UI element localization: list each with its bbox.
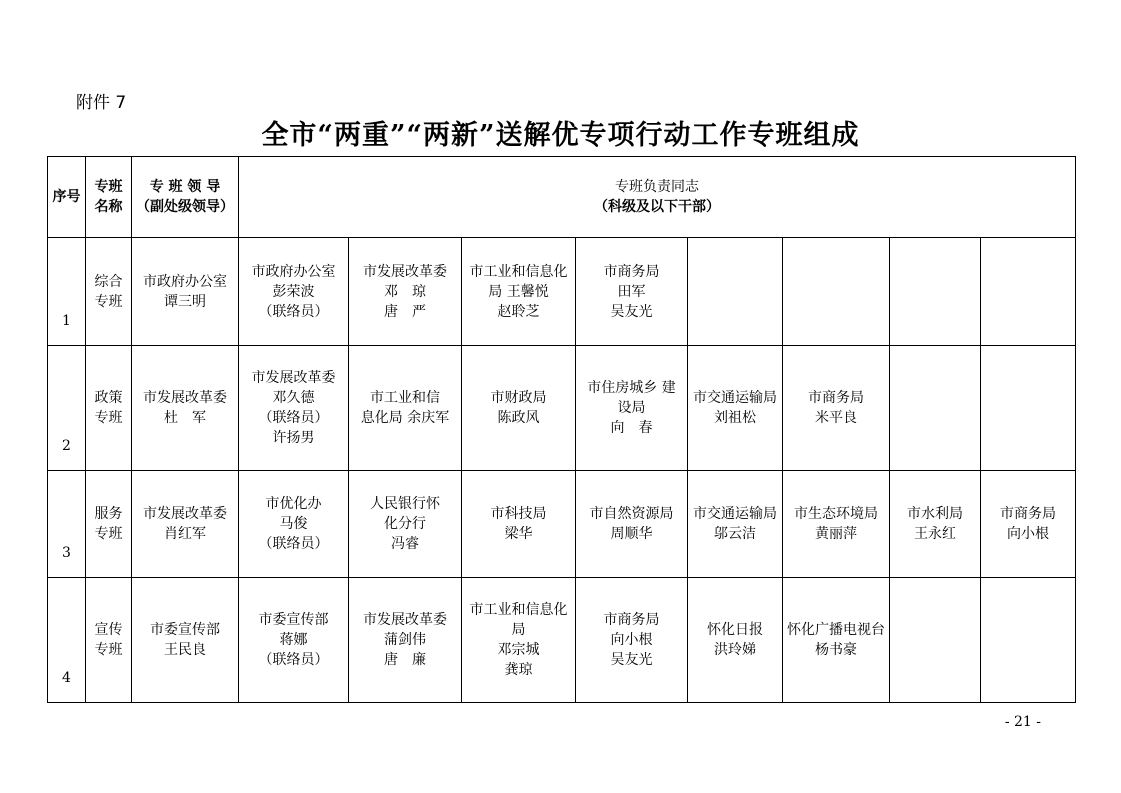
member-cell: 市工业和信息化 局 邓宗城 龚琼 [462, 578, 576, 703]
member-cell [890, 238, 981, 346]
header-leader: 专 班 领 导 （副处级领导） [132, 157, 239, 238]
member-cell [783, 238, 890, 346]
member-cell: 市工业和信息化 局 王馨悦 赵聆芝 [462, 238, 576, 346]
team-name-cell: 服务 专班 [86, 471, 132, 578]
member-cell: 市发展改革委 邓久德 （联络员） 许扬男 [239, 346, 349, 471]
member-cell: 人民银行怀 化分行 冯睿 [349, 471, 462, 578]
header-team-name: 专班 名称 [86, 157, 132, 238]
member-cell [981, 578, 1076, 703]
row-seq: 4 [48, 578, 86, 703]
member-cell: 市商务局 向小根 吴友光 [576, 578, 688, 703]
member-cell: 市住房城乡 建 设局 向 春 [576, 346, 688, 471]
member-cell: 市政府办公室 彭荣波 （联络员） [239, 238, 349, 346]
member-cell [981, 346, 1076, 471]
team-name-cell: 政策 专班 [86, 346, 132, 471]
member-cell: 市水利局 王永红 [890, 471, 981, 578]
header-row [48, 157, 1076, 238]
member-cell: 市发展改革委 邓 琼 唐 严 [349, 238, 462, 346]
member-cell: 市交通运输局 刘祖松 [688, 346, 783, 471]
leader-cell: 市发展改革委 杜 军 [132, 346, 239, 471]
member-cell: 市发展改革委 蒲剑伟 唐 廉 [349, 578, 462, 703]
member-cell: 市财政局 陈政风 [462, 346, 576, 471]
header-seq: 序号 [48, 157, 86, 238]
member-cell [890, 346, 981, 471]
row-seq: 2 [48, 346, 86, 471]
member-cell [981, 238, 1076, 346]
row-seq: 1 [48, 238, 86, 346]
member-cell [688, 238, 783, 346]
member-cell: 市生态环境局 黄丽萍 [783, 471, 890, 578]
header-members: 专班负责同志 （科级及以下干部） [239, 157, 1076, 238]
member-cell: 怀化日报 洪玲娣 [688, 578, 783, 703]
attachment-label: 附件 7 [76, 93, 127, 113]
member-cell: 市交通运输局 邬云洁 [688, 471, 783, 578]
team-table [47, 156, 1076, 703]
table-row [48, 346, 1076, 471]
member-cell: 市工业和信 息化局 余庆军 [349, 346, 462, 471]
table-row [48, 471, 1076, 578]
member-cell: 怀化广播电视台 杨书豪 [783, 578, 890, 703]
member-cell: 市自然资源局 周顺华 [576, 471, 688, 578]
member-cell: 市优化办 马俊 （联络员） [239, 471, 349, 578]
table-row [48, 578, 1076, 703]
leader-cell: 市发展改革委 肖红军 [132, 471, 239, 578]
page-number: - 21 - [1004, 714, 1041, 730]
document-title: 全市“两重”“两新”送解优专项行动工作专班组成 [261, 120, 860, 151]
leader-cell: 市委宣传部 王民良 [132, 578, 239, 703]
member-cell: 市商务局 田军 吴友光 [576, 238, 688, 346]
member-cell: 市委宣传部 蒋娜 （联络员） [239, 578, 349, 703]
leader-cell: 市政府办公室 谭三明 [132, 238, 239, 346]
member-cell [890, 578, 981, 703]
team-name-cell: 综合 专班 [86, 238, 132, 346]
member-cell: 市科技局 梁华 [462, 471, 576, 578]
row-seq: 3 [48, 471, 86, 578]
table-row [48, 238, 1076, 346]
team-name-cell: 宣传 专班 [86, 578, 132, 703]
member-cell: 市商务局 米平良 [783, 346, 890, 471]
member-cell: 市商务局 向小根 [981, 471, 1076, 578]
